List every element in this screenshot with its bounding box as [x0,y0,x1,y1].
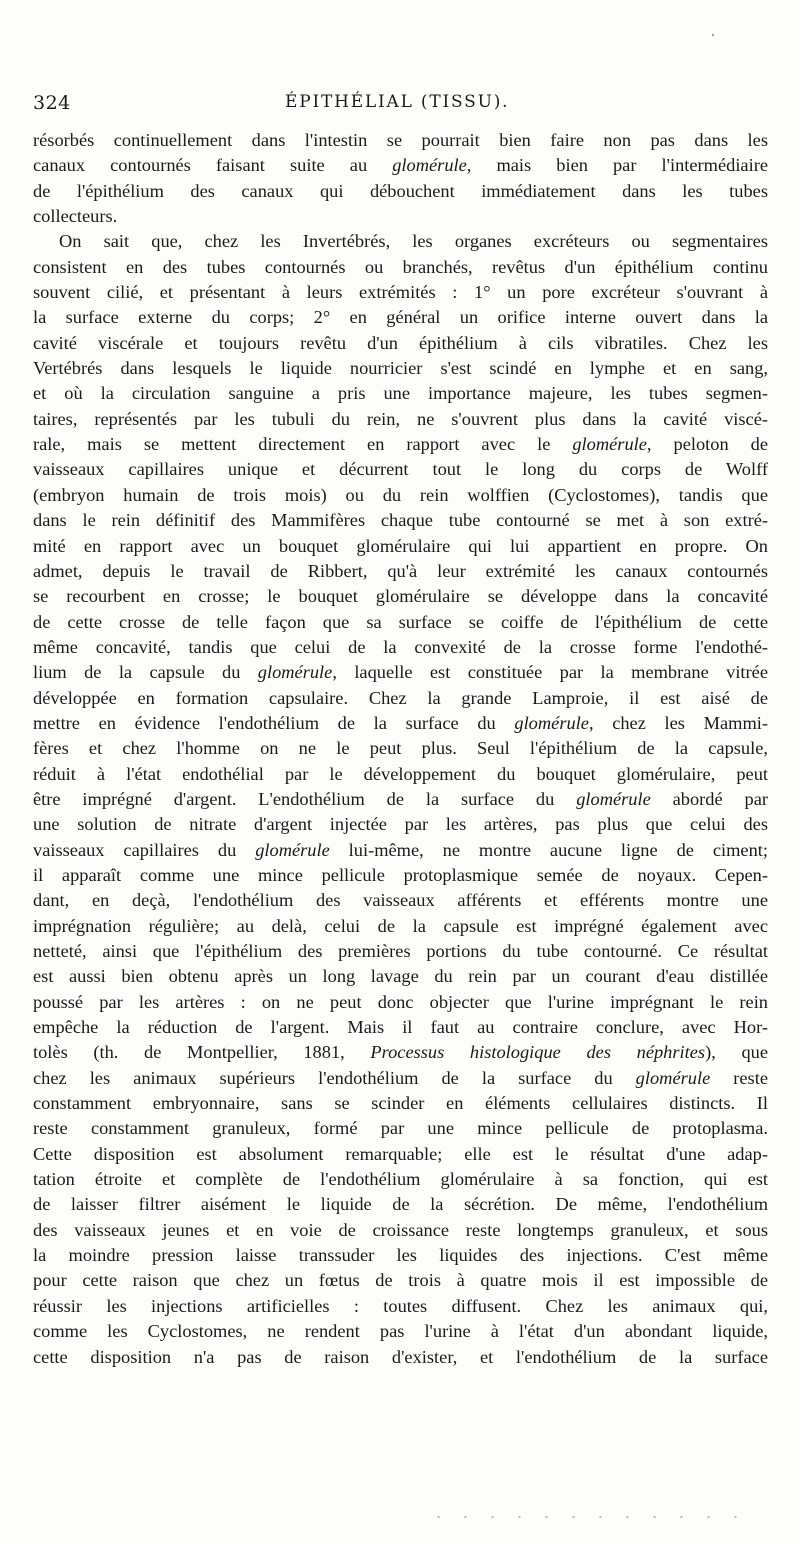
text-line: canaux contournés faisant suite au glomérule, mais bien par l'intermédiaire [33,155,768,176]
text-line: réduit à l'état endothélial par le développement du bouquet glomérulaire, peut [33,763,768,784]
text-line: la surface externe du corps; 2° en général un orifice interne ouvert dans la [33,307,768,328]
body-text [33,128,768,1370]
text-line: de laisser filtrer aisément le liquide de la sécrétion. De même, l'endothélium [33,1194,768,1215]
text-line: des vaisseaux jeunes et en voie de croissance reste longtemps granuleux, et sous [33,1219,768,1240]
text-line: et où la circulation sanguine a pris une importance majeure, les tubes segmen- [33,383,768,404]
print-speck [712,34,714,36]
text-line: vaisseaux capillaires unique et décurrent tout le long du corps de Wolff [33,459,768,480]
text-line: mettre en évidence l'endothélium de la surface du glomérule, chez les Mammi- [33,712,768,733]
italic-term: glomérule [257,662,333,683]
italic-term: Processus histologique des néphrites [370,1042,706,1063]
text-line: dant, en deçà, l'endothélium des vaisseaux afférents et efférents montre une [33,890,768,911]
text-line: développée en formation capsulaire. Chez la grande Lamproie, il est aisé de [33,687,768,708]
text-line: rale, mais se mettent directement en rapport avec le glomérule, peloton de [33,434,768,455]
text-line: être imprégné d'argent. L'endothélium de la surface du glomérule abordé par [33,788,768,809]
italic-term: glomérule [392,155,467,176]
text-line: mité en rapport avec un bouquet glomérulaire qui lui appartient en propre. On [33,535,768,556]
text-line: poussé par les artères : on ne peut donc objecter que l'urine imprégnant le rein [33,991,768,1012]
text-line: admet, depuis le travail de Ribbert, qu'à leur extrémité les canaux contournés [33,560,768,581]
text-line: cavité viscérale et toujours revêtu d'un épithélium à cils vibratiles. Chez les [33,332,768,353]
text-line: vaisseaux capillaires du glomérule lui-même, ne montre aucune ligne de ciment; [33,839,768,860]
text-line: constamment embryonnaire, sans se scinder en éléments cellulaires distincts. Il [33,1093,768,1114]
text-line: comme les Cyclostomes, ne rendent pas l'urine à l'état d'un abondant liquide, [33,1321,768,1342]
text-line: empêche la réduction de l'argent. Mais il faut au contraire conclure, avec Hor- [33,1017,768,1038]
text-line: imprégnation régulière; au delà, celui de la capsule est imprégné également avec [33,915,768,936]
italic-term: glomérule [576,788,651,809]
text-line: Cette disposition est absolument remarquable; elle est le résultat d'une adap- [33,1143,768,1164]
text-line: chez les animaux supérieurs l'endothélium de la surface du glomérule reste [33,1067,768,1088]
page-header [33,92,733,118]
text-line: taires, représentés par les tubuli du rein, ne s'ouvrent plus dans la cavité viscé- [33,408,768,429]
text-line: la moindre pression laisse transsuder les liquides des injections. C'est même [33,1245,768,1266]
text-line: de l'épithélium des canaux qui débouchent immédiatement dans les tubes [33,180,768,201]
text-line: résorbés continuellement dans l'intestin se pourrait bien faire non pas dans les [33,130,768,150]
text-line: il apparaît comme une mince pellicule protoplasmique semée de noyaux. Cepen- [33,864,768,885]
text-line: collecteurs. [33,206,118,227]
italic-term: glomérule [572,434,647,455]
text-line: même concavité, tandis que celui de la convexité de la crosse forme l'endothé- [33,636,768,657]
text-line: (embryon humain de trois mois) ou du rein wolffien (Cyclostomes), tandis que [33,484,768,505]
footer-bleed-through [425,1513,750,1521]
text-line: tation étroite et complète de l'endothélium glomérulaire à sa fonction, qui est [33,1169,768,1190]
text-line: de cette crosse de telle façon que sa surface se coiffe de l'épithélium de cette [33,611,768,632]
text-line: tolès (th. de Montpellier, 1881, Processus histologique des néphrites), que [33,1042,768,1063]
running-title: ÉPITHÉLIAL (TISSU). [285,92,510,112]
text-line: dans le rein définitif des Mammifères chaque tube contourné se met à son extré- [33,510,768,531]
text-line: fères et chez l'homme on ne le peut plus. Seul l'épithélium de la capsule, [33,738,768,759]
text-line: On sait que, chez les Invertébrés, les organes excréteurs ou segmentaires [59,231,768,252]
text-line: est aussi bien obtenu après un long lavage du rein par un courant d'eau distillée [33,966,768,987]
text-line: souvent cilié, et présentant à leurs extrémités : 1° un pore excréteur s'ouvrant à [33,282,768,303]
italic-term: glomérule [255,839,330,860]
text-line: consistent en des tubes contournés ou branchés, revêtus d'un épithélium continu [33,256,768,277]
text-line: pour cette raison que chez un fœtus de trois à quatre mois il est impossible de [33,1270,768,1291]
text-line: une solution de nitrate d'argent injectée par les artères, pas plus que celui des [33,814,768,835]
page-number: 324 [33,92,71,114]
text-line: netteté, ainsi que l'épithélium des premières portions du tube contourné. Ce résultat [33,941,768,961]
text-line: reste constamment granuleux, formé par une mince pellicule de protoplasma. [33,1118,768,1139]
italic-term: glomérule [514,712,589,733]
text-line: cette disposition n'a pas de raison d'exister, et l'endothélium de la surface [33,1346,768,1367]
text-line: se recourbent en crosse; le bouquet glomérulaire se développe dans la concavité [33,586,768,607]
text-line: réussir les injections artificielles : toutes diffusent. Chez les animaux qui, [33,1295,768,1316]
italic-term: glomérule [635,1067,711,1088]
text-line: lium de la capsule du glomérule, laquelle est constituée par la membrane vitrée [33,662,768,683]
text-line: Vertébrés dans lesquels le liquide nourricier s'est scindé en lymphe et en sang, [33,358,768,379]
